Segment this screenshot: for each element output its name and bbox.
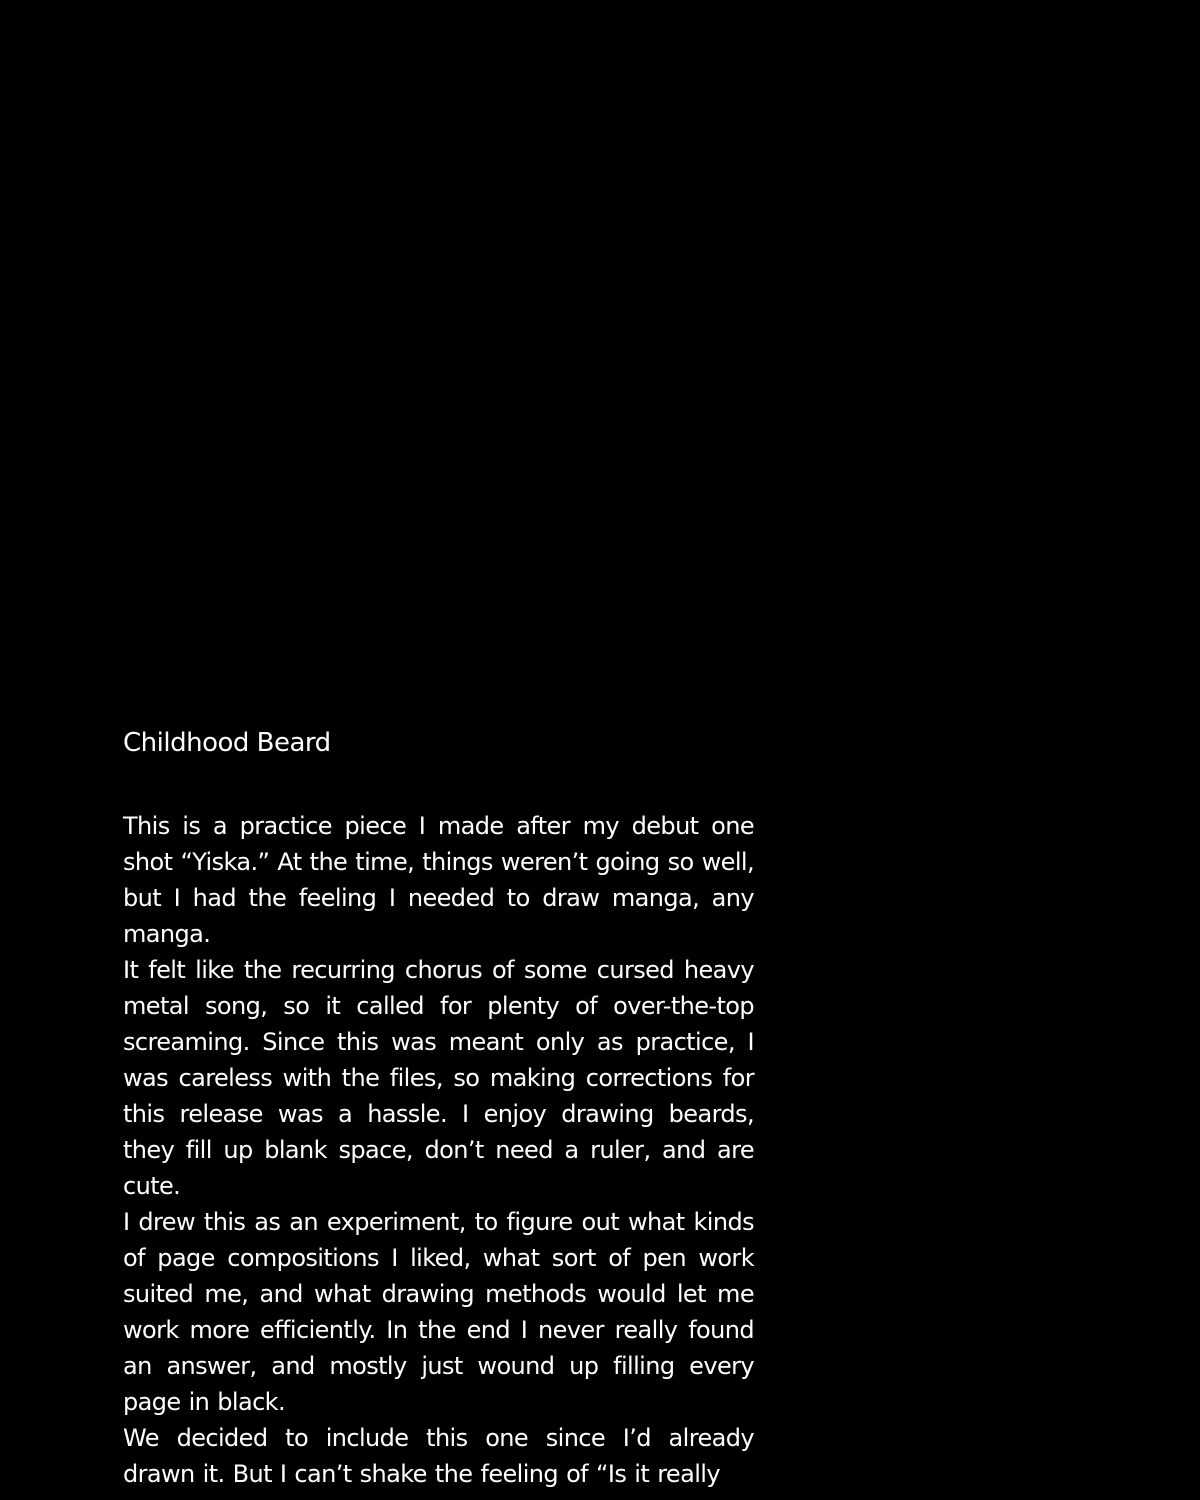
afterword-paragraph-3: I drew this as an experiment, to figure out what kinds of page compositions I liked, what sort of pen work suited me, and what drawing methods would let me work more efficiently. In the end I never really found an answer, and mostly just wound up filling every page in black.	[123, 1208, 754, 1416]
afterword-paragraph-1: This is a practice piece I made after my debut one shot “Yiska.” At the time, things weren’t going so well, but I had the feeling I needed to draw manga, any manga.	[123, 812, 754, 948]
afterword-paragraph-2: It felt like the recurring chorus of some cursed heavy metal song, so it called for plenty of over-the-top screaming. Since this was meant only as practice, I was careless with the files, so making corrections for this release was a hassle. I enjoy drawing beards, they fill up blank space, don’t need a ruler, and are cute.	[123, 956, 754, 1200]
afterword-paragraph-4: We decided to include this one since I’d already drawn it. But I can’t shake the feeling of “Is it really	[123, 1424, 754, 1488]
afterword-title: Childhood Beard	[123, 728, 331, 758]
afterword-text	[123, 724, 754, 1492]
